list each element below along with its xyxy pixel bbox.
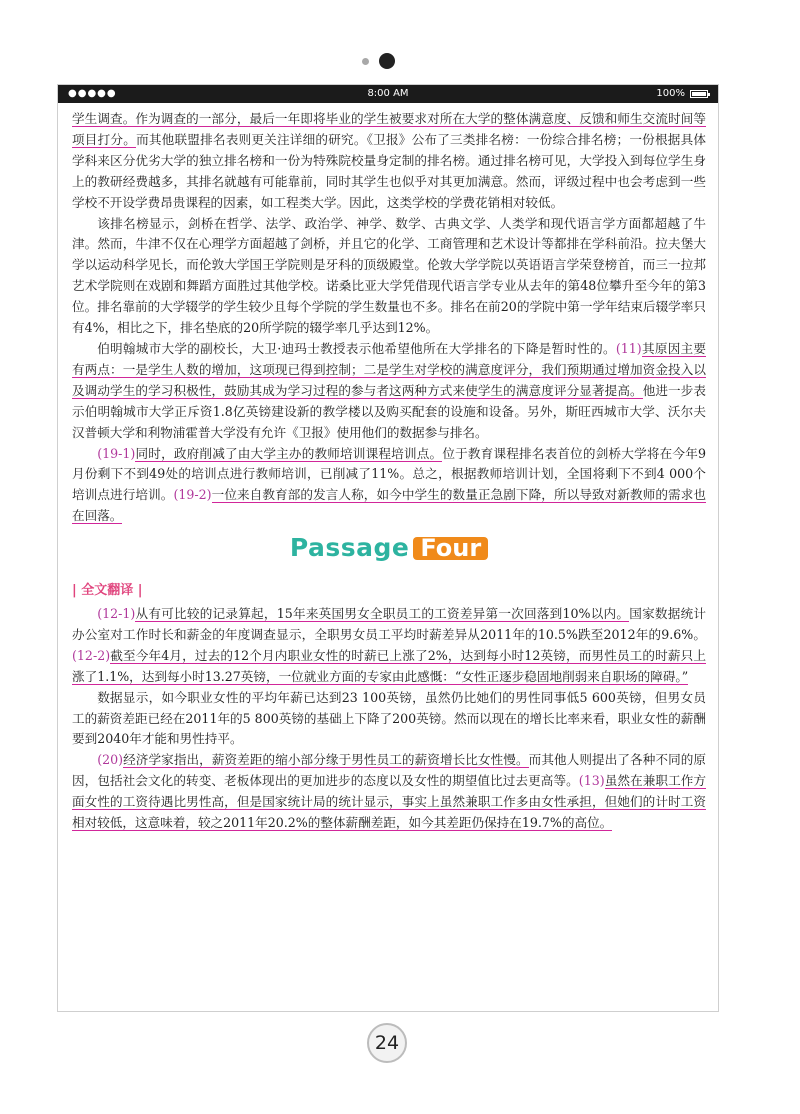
highlight: 其原因主要有两点：一是学生人数的增加，这项现已得到控制；二是学生对学校的满意度评分，我们预期通过增加资金投入以及调动学生的学习积极性，鼓励其成为学习过程的参与者这两种方式来使学生的满意度评分显著提高。 xyxy=(72,340,706,398)
paragraph-7 xyxy=(72,750,706,834)
text: 位于教育课程排名表首位的剑桥大学将在今年9月份剩下不到49处的培训点进行教师培训，已削减了11%。总之，根据教师培训计划，全国将剩下不到4 000个培训点进行培训。 xyxy=(72,445,706,503)
status-bar xyxy=(58,85,718,103)
question-ref: (20) xyxy=(97,752,124,768)
highlight: 从有可比较的记录算起，15年来英国男女全职员工的工资差异第一次回落到10%以内。 xyxy=(135,606,630,622)
document-body xyxy=(58,103,718,834)
text: 而其他联盟排名表则更关注详细的研究。《卫报》公布了三类排名榜：一份综合排名榜；一份根据具体学科来区分优劣大学的独立排名榜和一份为特殊院校量身定制的排名榜。通过排名榜可见，大学投入到每位学生身上的教研经费越多，其排名就越有可能靠前，同时其学生也似乎对其更加满意。然而，评级过程中也会考虑到一些学校不开设学费昂贵课程的因素，如工程类大学。因此，这类学校的学费花销相对较低。 xyxy=(72,131,707,210)
battery-icon xyxy=(690,90,708,98)
highlight: 经济学家指出，薪资差距的缩小部分缘于男性员工的薪资增长比女性慢。 xyxy=(123,752,529,768)
paragraph-2: 该排名榜显示，剑桥在哲学、法学、政治学、神学、数学、古典文学、人类学和现代语言学方面都超越了牛津。然而，牛津不仅在心理学方面超越了剑桥，并且它的化学、工商管理和艺术设计等都排在学科前沿。拉夫堡大学以运动科学见长，而伦敦大学国王学院则是牙科的顶级殿堂。伦敦大学学院以英语语言学荣登榜首，而三一拉邦艺术学院则在戏剧和舞蹈方面胜过其他学校。诺桑比亚大学凭借现代语言学专业从去年的第48位攀升至今年的第3位。排名靠前的大学辍学的学生较少且每个学院的学生数量也不多。排名在前20的学院中第一学年结束后辍学率只有4%，相比之下，排名垫底的20所学院的辍学率几乎达到12%。 xyxy=(72,215,706,336)
text: 他进一步表示伯明翰城市大学正斥资1.8亿英镑建设新的教学楼以及购买配套的设施和设备。另外，斯旺西城市大学、沃尔夫汉普顿大学和利物浦霍普大学没有允许《卫报》使用他们的数据参与排名。 xyxy=(72,382,707,440)
page-number: 24 xyxy=(367,1023,407,1063)
text: 国家数据统计办公室对工作时长和薪金的年度调查显示，全职男女员工平均时薪差异从2011年的10.5%跌至2012年的9.6%。 xyxy=(72,606,706,642)
highlight: 截至今年4月，过去的12个月内职业女性的时薪已上涨了2%，达到每小时12英镑，而男性员工的时薪只上涨了1.1%，达到每小时13.27英镑，一位就业方面的专家由此感慨：“女性正逐步稳固地削弱来自职场的障碍。” xyxy=(72,647,706,684)
passage-title xyxy=(72,533,706,573)
paragraph-1 xyxy=(72,109,706,214)
passage-title-badge: Four xyxy=(413,537,488,560)
passage-title-word: Passage xyxy=(289,533,410,563)
page-dot xyxy=(362,58,369,65)
page-indicator xyxy=(0,52,800,72)
paragraph-3 xyxy=(72,339,706,444)
battery-percent: 100% xyxy=(656,88,685,99)
text: 而其他人则提出了各种不同的原因，包括社会文化的转变、老板体现出的更加进步的态度以及女性的期望值比过去更高等。 xyxy=(72,752,707,789)
signal-icon: ●●●●● xyxy=(68,88,117,99)
question-ref: (11) xyxy=(615,340,642,356)
highlight: 同时，政府削减了由大学主办的教师培训课程培训点。 xyxy=(135,445,443,461)
question-ref: (12-1) xyxy=(97,606,136,622)
section-label: | 全文翻译 | xyxy=(72,583,143,599)
highlight: 一位来自教育部的发言人称，如今中学生的数量正急剧下降，所以导致对新教师的需求也在回落。 xyxy=(72,487,707,524)
page-dot-active xyxy=(379,53,395,69)
paragraph-5 xyxy=(72,604,706,688)
question-ref: (12-2) xyxy=(72,647,111,663)
paragraph-4 xyxy=(72,444,706,528)
highlight: 虽然在兼职工作方面女性的工资待遇比男性高，但是国家统计局的统计显示，事实上虽然兼职工作多由女性承担，但她们的计时工资相对较低，这意味着，较之2011年20.2%的整体薪酬差距，如今其差距仍保持在19.7%的高位。 xyxy=(72,773,707,831)
tablet-frame xyxy=(57,84,719,1012)
highlight: 学生调查。作为调查的一部分，最后一年即将毕业的学生被要求对所在大学的整体满意度、反馈和师生交流时间等项目打分。 xyxy=(72,111,706,147)
status-time: 8:00 AM xyxy=(367,88,409,99)
battery-indicator xyxy=(656,85,708,103)
paragraph-6: 数据显示，如今职业女性的平均年薪已达到23 100英镑，虽然仍比她们的男性同事低5 600英镑，但男女员工的薪资差距已经在2011年的5 800英镑的基础上下降了200英镑。然而以现在的增长比率来看，职业女性的薪酬要到2040年才能和男性持平。 xyxy=(72,689,706,747)
text: 伯明翰城市大学的副校长，大卫·迪玛士教授表示他希望他所在大学排名的下降是暂时性的。 xyxy=(97,340,616,356)
question-ref: (19-1) xyxy=(97,445,136,461)
question-ref: (13) xyxy=(578,773,605,789)
question-ref: (19-2) xyxy=(173,487,212,503)
